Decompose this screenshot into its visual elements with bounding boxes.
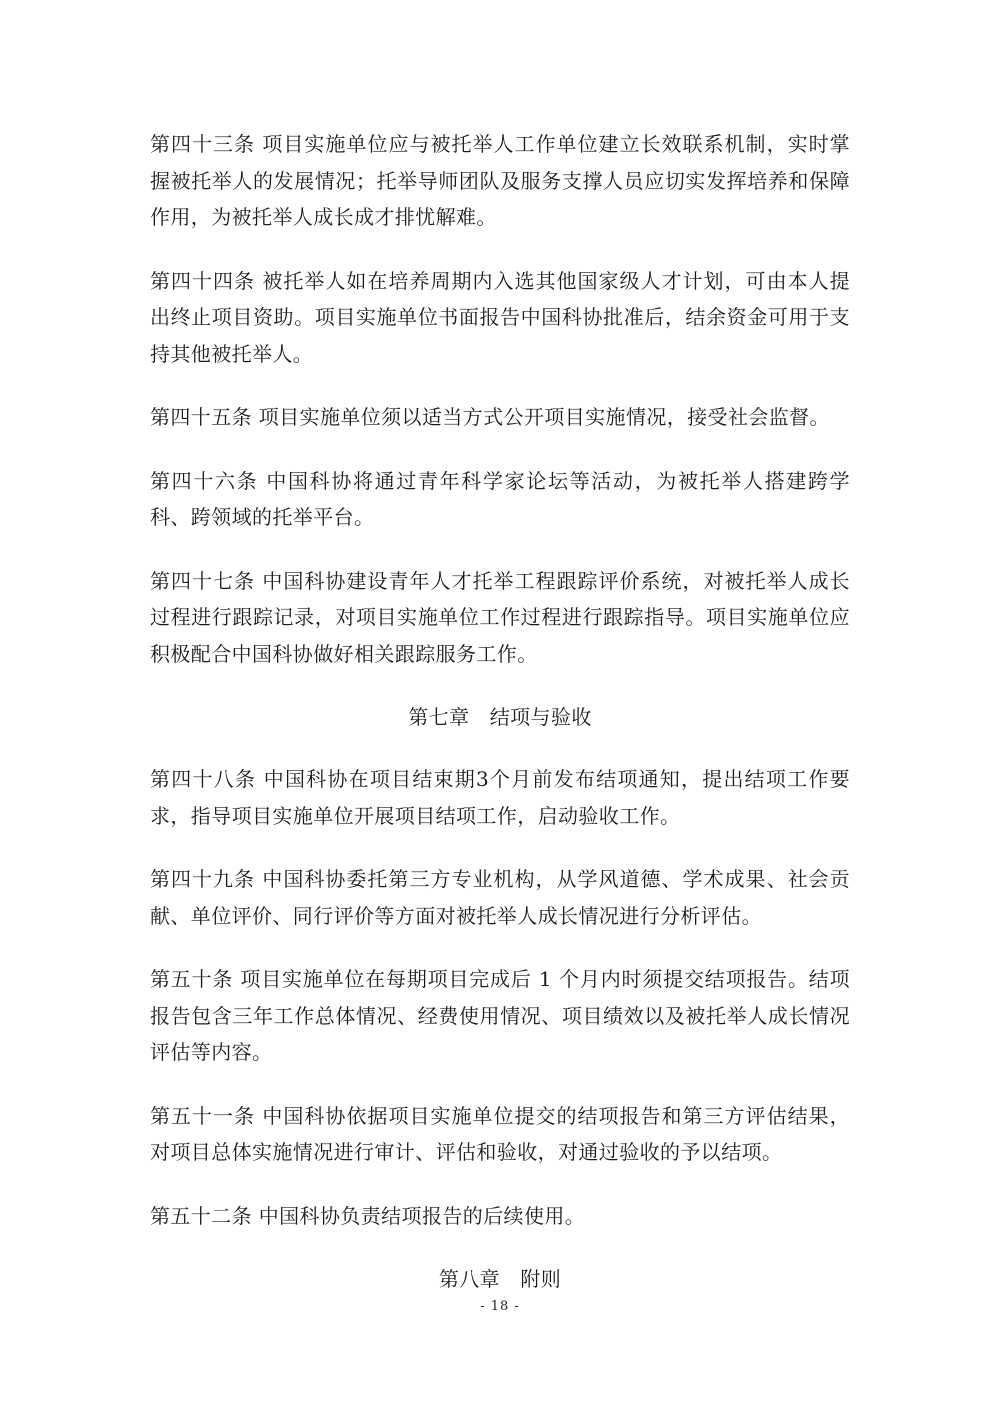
article-45: 第四十五条 项目实施单位须以适当方式公开项目实施情况，接受社会监督。 [150,405,830,429]
article-43: 第四十三条 项目实施单位应与被托举人工作单位建立长效联系机制，实时掌握被托举人的发展情况；托举导师团队及服务支撑人员应切实发挥培养和保障作用，为被托举人成长成才排忧解难。 [150,132,850,229]
article-44: 第四十四条 被托举人如在培养周期内入选其他国家级人才计划，可由本人提出终止项目资助。项目实施单位书面报告中国科协批准后，结余资金可用于支持其他被托举人。 [150,268,850,366]
document-page [150,126,850,1315]
article-47: 第四十七条 中国科协建设青年人才托举工程跟踪评价系统，对被托举人成长过程进行跟踪记录，对项目实施单位工作过程进行跟踪指导。项目实施单位应积极配合中国科协做好相关跟踪服务工作。 [150,568,850,666]
article-51: 第五十一条 中国科协依据项目实施单位提交的结项报告和第三方评估结果，对项目总体实施情况进行审计、评估和验收，对通过验收的予以结项。 [150,1103,850,1164]
article-52: 第五十二条 中国科协负责结项报告的后续使用。 [150,1203,586,1228]
chapter-8-heading: 第八章 附则 [438,1267,562,1291]
page-number: - 18 - [480,1299,520,1314]
article-50: 第五十条 项目实施单位在每期项目完成后 1 个月内时须提交结项报告。结项报告包含三年工作总体情况、经费使用情况、项目绩效以及被托举人成长情况评估等内容。 [150,967,850,1064]
chapter-7-heading: 第七章 结项与验收 [408,705,592,729]
article-46: 第四十六条 中国科协将通过青年科学家论坛等活动，为被托举人搭建跨学科、跨领域的托举平台。 [150,468,850,529]
article-49: 第四十九条 中国科协委托第三方专业机构，从学风道德、学术成果、社会贡献、单位评价、同行评价等方面对被托举人成长情况进行分析评估。 [150,867,850,928]
article-48: 第四十八条 中国科协在项目结束期3个月前发布结项通知，提出结项工作要求，指导项目实施单位开展项目结项工作，启动验收工作。 [150,767,850,828]
